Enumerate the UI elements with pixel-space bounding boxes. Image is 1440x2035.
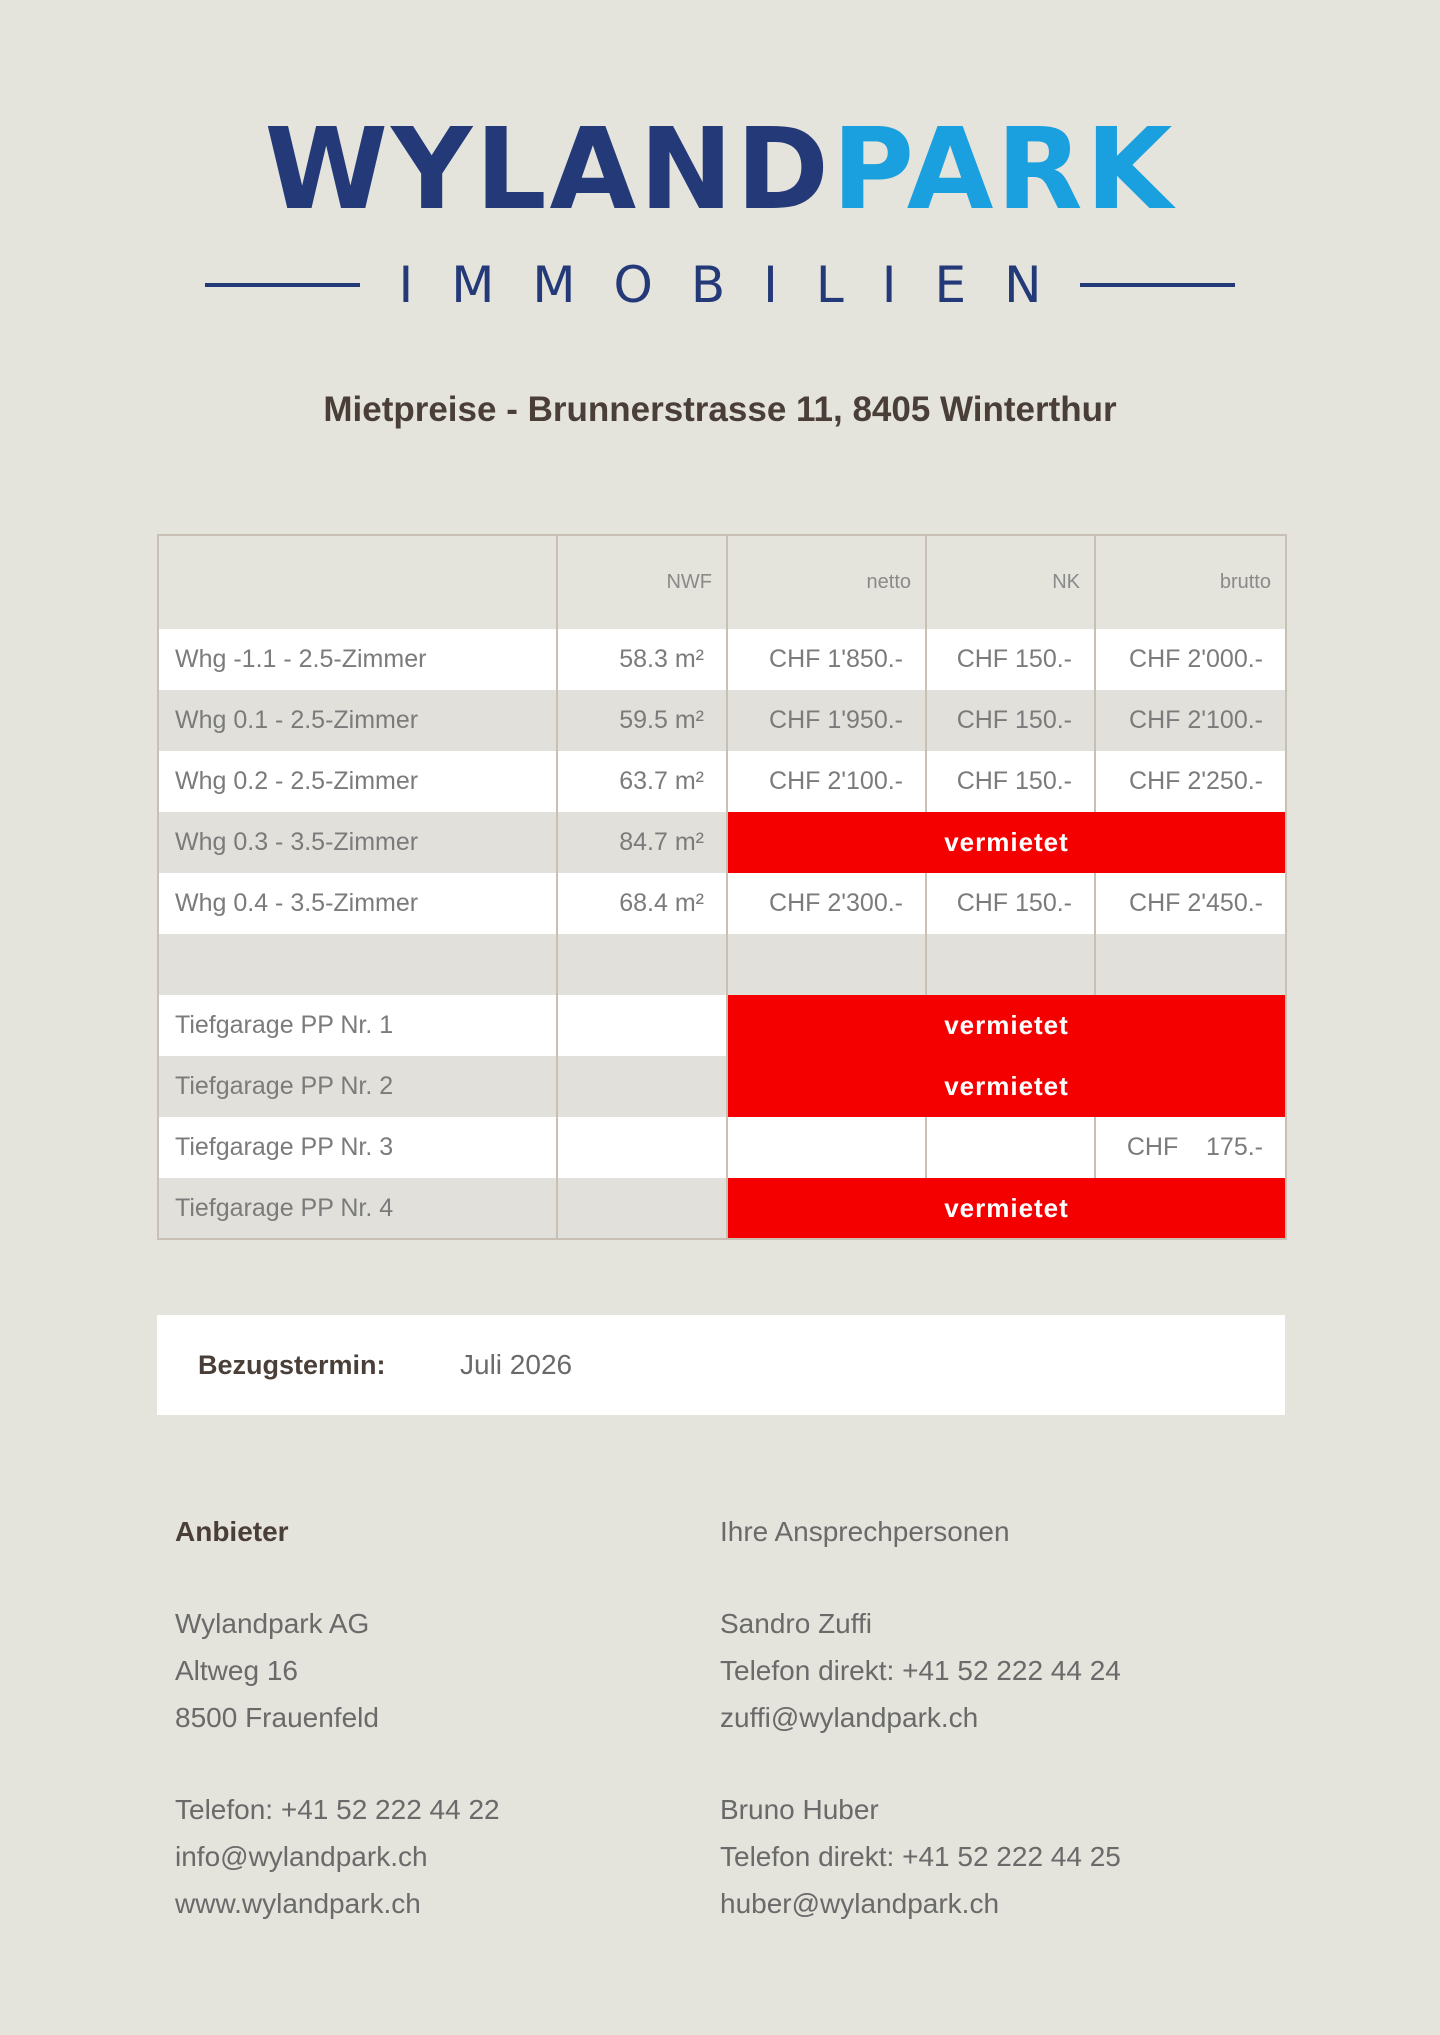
row-nwf [557, 995, 727, 1056]
table-row [158, 1178, 1286, 1239]
row-nk: CHF 150.- [926, 629, 1095, 690]
move-in-box [157, 1315, 1285, 1415]
provider-phone: Telefon: +41 52 222 44 22 [175, 1794, 500, 1825]
row-netto: CHF 2'300.- [727, 873, 926, 934]
row-nwf: 58.3 m² [557, 629, 727, 690]
table-row [158, 995, 1286, 1056]
row-brutto: CHF 2'000.- [1095, 629, 1286, 690]
row-nwf [557, 1178, 727, 1239]
row-nk: CHF 150.- [926, 873, 1095, 934]
row-brutto: CHF 2'250.- [1095, 751, 1286, 812]
row-nwf: 63.7 m² [557, 751, 727, 812]
row-netto: CHF 2'100.- [727, 751, 926, 812]
rented-badge: vermietet [727, 812, 1286, 873]
row-netto: CHF 1'950.- [727, 690, 926, 751]
price-table [157, 534, 1287, 1240]
page-title: Mietpreise - Brunnerstrasse 11, 8405 Winterthur [323, 390, 1117, 429]
row-netto: CHF 1'850.- [727, 629, 926, 690]
row-nwf: 59.5 m² [557, 690, 727, 751]
provider-section [175, 1508, 500, 1972]
row-label: Whg 0.4 - 3.5-Zimmer [158, 873, 557, 934]
row-nk: CHF 150.- [926, 751, 1095, 812]
contact-person [720, 1600, 1121, 1741]
contact-phone: Telefon direkt: +41 52 222 44 25 [720, 1841, 1121, 1872]
row-label: Tiefgarage PP Nr. 4 [158, 1178, 557, 1239]
contact-name: Sandro Zuffi [720, 1608, 873, 1639]
table-row [158, 873, 1286, 934]
row-label: Whg 0.1 - 2.5-Zimmer [158, 690, 557, 751]
table-row [158, 812, 1286, 873]
row-netto [727, 1117, 926, 1178]
table-row [158, 629, 1286, 690]
move-in-value: Juli 2026 [460, 1349, 573, 1380]
provider-website[interactable]: www.wylandpark.ch [175, 1888, 421, 1919]
header-label [158, 535, 557, 629]
header-brutto: brutto [1095, 535, 1286, 629]
row-label: Tiefgarage PP Nr. 3 [158, 1117, 557, 1178]
header-nk: NK [926, 535, 1095, 629]
spacer-cell [926, 934, 1095, 995]
spacer-cell [158, 934, 557, 995]
table-row [158, 1117, 1286, 1178]
spacer-cell [1095, 934, 1286, 995]
table-header-row [158, 535, 1286, 629]
contacts-section [720, 1508, 1121, 1972]
contacts-heading: Ihre Ansprechpersonen [720, 1516, 1010, 1547]
provider-address [175, 1600, 500, 1741]
contact-email[interactable]: zuffi@wylandpark.ch [720, 1702, 979, 1733]
rented-badge: vermietet [727, 1178, 1286, 1239]
spacer-cell [727, 934, 926, 995]
provider-city: 8500 Frauenfeld [175, 1702, 379, 1733]
contact-phone: Telefon direkt: +41 52 222 44 24 [720, 1655, 1121, 1686]
row-nwf: 84.7 m² [557, 812, 727, 873]
row-nwf: 68.4 m² [557, 873, 727, 934]
rented-badge: vermietet [727, 1056, 1286, 1117]
logo-subtitle-row [205, 245, 1235, 325]
spacer-cell [557, 934, 727, 995]
row-nk: CHF 150.- [926, 690, 1095, 751]
row-label: Whg -1.1 - 2.5-Zimmer [158, 629, 557, 690]
table-spacer-row [158, 934, 1286, 995]
rented-badge: vermietet [727, 995, 1286, 1056]
move-in-label: Bezugstermin: [198, 1349, 386, 1380]
table-row [158, 751, 1286, 812]
row-label: Tiefgarage PP Nr. 1 [158, 995, 557, 1056]
logo-part-1: WYLAND [264, 105, 832, 235]
logo-part-2: PARK [831, 105, 1176, 235]
provider-contact [175, 1786, 500, 1927]
contact-person [720, 1786, 1121, 1927]
header-nwf: NWF [557, 535, 727, 629]
logo-subtitle: IMMOBILIEN [398, 256, 1080, 314]
provider-email[interactable]: info@wylandpark.ch [175, 1841, 428, 1872]
row-brutto: CHF 175.- [1095, 1117, 1286, 1178]
row-nwf [557, 1117, 727, 1178]
provider-street: Altweg 16 [175, 1655, 298, 1686]
table-row [158, 1056, 1286, 1117]
row-nk [926, 1117, 1095, 1178]
header-netto: netto [727, 535, 926, 629]
company-logo [0, 105, 1440, 314]
row-label: Tiefgarage PP Nr. 2 [158, 1056, 557, 1117]
logo-line-left [205, 283, 360, 287]
row-brutto: CHF 2'100.- [1095, 690, 1286, 751]
row-label: Whg 0.3 - 3.5-Zimmer [158, 812, 557, 873]
logo-line-right [1080, 283, 1235, 287]
logo-wordmark [0, 105, 1440, 235]
row-label: Whg 0.2 - 2.5-Zimmer [158, 751, 557, 812]
row-brutto: CHF 2'450.- [1095, 873, 1286, 934]
provider-company: Wylandpark AG [175, 1608, 370, 1639]
table-row [158, 690, 1286, 751]
contact-email[interactable]: huber@wylandpark.ch [720, 1888, 1000, 1919]
provider-heading: Anbieter [175, 1516, 289, 1547]
row-nwf [557, 1056, 727, 1117]
contact-name: Bruno Huber [720, 1794, 879, 1825]
